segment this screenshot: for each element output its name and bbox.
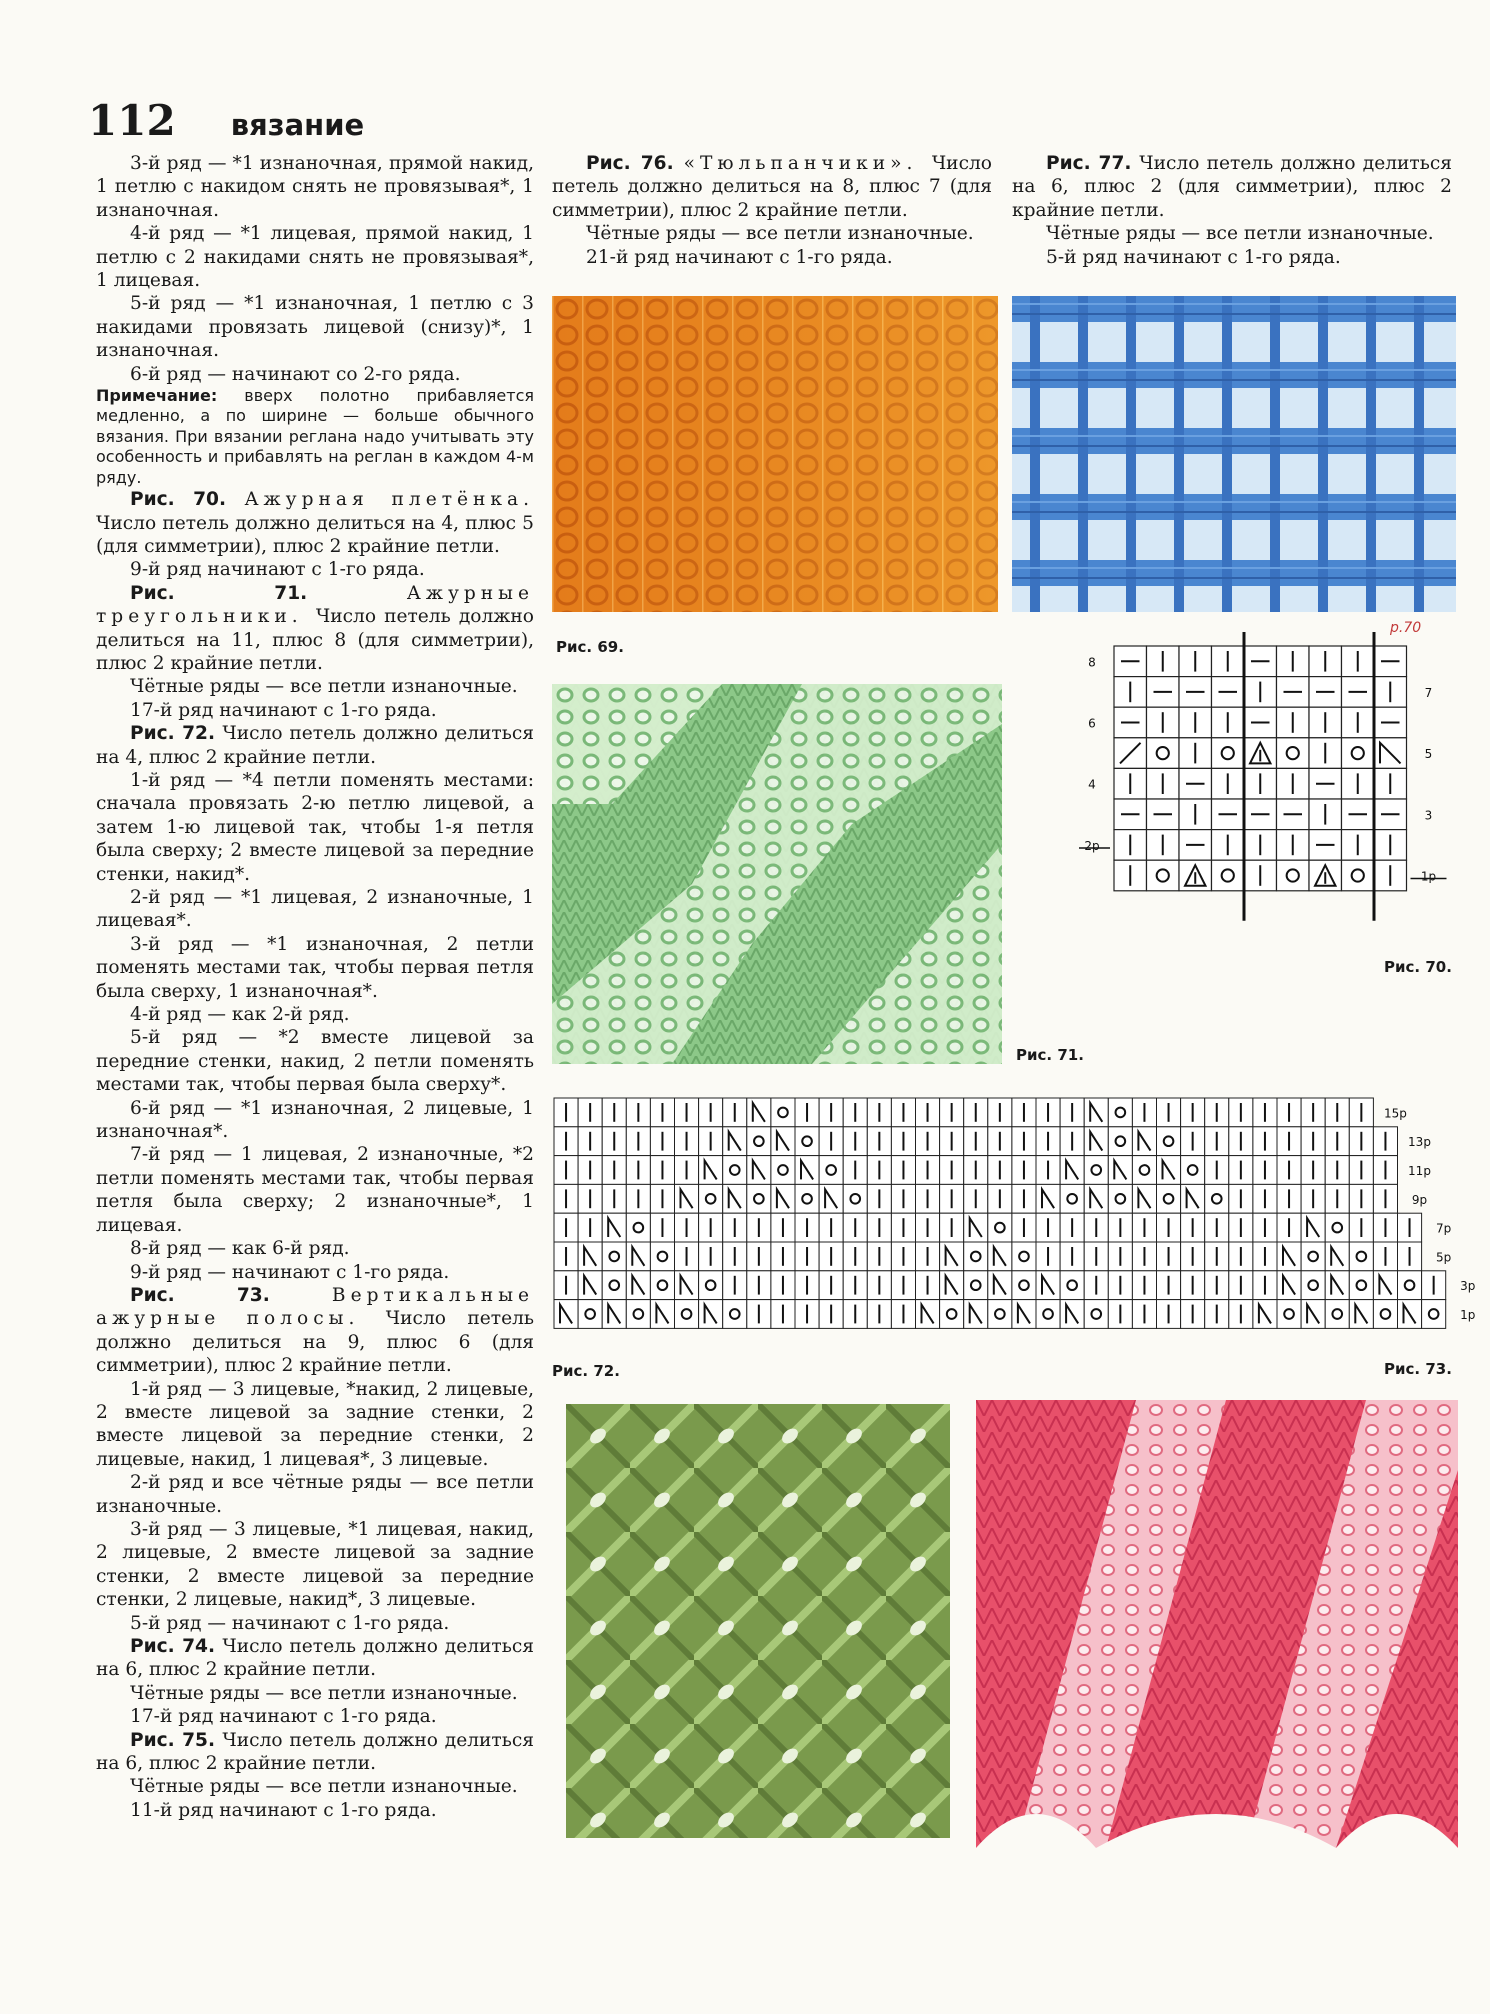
- instruction-paragraph: 8-й ряд — как 6-й ряд.: [130, 1238, 350, 1260]
- row-label-left: 2р: [1084, 838, 1100, 853]
- figure-text: Число петель должно делиться на 9, плюс 6 (для симметрии), плюс 2 крайние петли.: [96, 1308, 535, 1377]
- chart-cell: [1147, 738, 1180, 769]
- chart-cell: [675, 1300, 699, 1329]
- chart-cell: [602, 1271, 626, 1300]
- note-paragraph: [96, 386, 534, 488]
- figure-title: Ажурные треугольники.: [96, 582, 534, 628]
- chart-cell: [988, 1213, 1012, 1242]
- chart-cell: [1084, 1300, 1108, 1329]
- chart-cell: [1301, 1271, 1325, 1300]
- row-label-right: 11р: [1408, 1164, 1431, 1178]
- figure-description: [552, 152, 992, 222]
- chart-cell: [1349, 1242, 1373, 1271]
- chart-cell: [1157, 1184, 1181, 1213]
- chart-cell: [964, 1271, 988, 1300]
- row-label-right: 3р: [1460, 1279, 1476, 1294]
- chart-cell: [1398, 1271, 1422, 1300]
- instruction-paragraph: 7-й ряд — 1 лицевая, 2 изнаночные, *2 петли поменять местами так, чтобы первая петля была сверху; 2 изнаночные*, 1 лицевая.: [96, 1144, 534, 1236]
- instruction-paragraph: 9-й ряд — начинают с 1-го ряда.: [130, 1261, 450, 1283]
- chart-cell: [1325, 1213, 1349, 1242]
- chart-cell: [1277, 1300, 1301, 1329]
- row-label-left: 8: [1088, 655, 1096, 670]
- figure-title: Ажурная плетёнка.: [244, 489, 534, 511]
- instruction-paragraph: 4-й ряд — как 2-й ряд.: [130, 1004, 350, 1026]
- instruction-paragraph: Чётные ряды — все петли изнаночные.: [1046, 223, 1434, 245]
- chart-cell: [1108, 1098, 1132, 1127]
- page-header: [88, 96, 364, 145]
- fig76-text-column: [552, 152, 992, 269]
- instruction-paragraph: 3-й ряд — *1 изнаночная, прямой накид, 1 петлю с накидом снять не провязывая*, 1 изнаночная.: [96, 153, 534, 221]
- chart-cell: [723, 1300, 747, 1329]
- instruction-paragraph: Чётные ряды — все петли изнаночные.: [130, 1682, 518, 1704]
- row-label-right: 5: [1424, 747, 1433, 762]
- chart-cell: [1060, 1184, 1084, 1213]
- row-label-left: 6: [1088, 716, 1096, 731]
- chart-cell: [1108, 1127, 1132, 1156]
- instruction-paragraph: 1-й ряд — *4 петли поменять местами: сначала провязать 2-ю петлю лицевой, а затем 1-ю лицевой так, чтобы 1-я петля была сверху; 2 вместе лицевой за передние стенки, накид*.: [96, 769, 534, 885]
- chart-cell: [650, 1242, 674, 1271]
- instruction-paragraph: 5-й ряд начинают с 1-го ряда.: [1046, 246, 1341, 268]
- caption-fig73: Рис. 73.: [1384, 1360, 1452, 1378]
- figure-label: Рис. 76.: [586, 153, 684, 174]
- chart-cell: [795, 1184, 819, 1213]
- instruction-paragraph: 5-й ряд — *2 вместе лицевой за передние стенки, накид, 2 петли поменять местами так, чтобы первая была сверху*.: [96, 1027, 534, 1096]
- row-label-right: 7р: [1435, 1221, 1452, 1236]
- chart-cell: [1212, 738, 1245, 769]
- chart-cell: [843, 1184, 867, 1213]
- chart-cell: [578, 1300, 602, 1329]
- fig70-stitch-chart: [1064, 636, 1474, 936]
- row-label-right: 7: [1424, 685, 1433, 700]
- chart-cell: [964, 1242, 988, 1271]
- chart-cell: [1325, 1300, 1349, 1329]
- caption-fig70: Рис. 70.: [1384, 958, 1452, 976]
- row-label-right: 9р: [1411, 1192, 1428, 1207]
- chart-cell: [747, 1127, 771, 1156]
- chart-cell: [1212, 860, 1245, 891]
- figure-description: [96, 582, 534, 676]
- instruction-paragraph: 4-й ряд — *1 лицевая, прямой накид, 1 петлю с 2 накидами снять не провязывая*, 1 лицевая.: [96, 223, 534, 292]
- chart-cell: [1084, 1156, 1108, 1185]
- chart-cell: [1277, 738, 1310, 769]
- chart-cell: [1132, 1156, 1156, 1185]
- instruction-paragraph: 2-й ряд — *1 лицевая, 2 изнаночные, 1 лицевая*.: [96, 887, 534, 932]
- figure-text: Число петель должно делиться на 4, плюс 2 крайние петли.: [96, 723, 534, 768]
- figure-label: Рис. 75.: [130, 1729, 223, 1751]
- chart-cell: [626, 1300, 650, 1329]
- chart-cell: [650, 1271, 674, 1300]
- row-label-right: 15р: [1383, 1106, 1407, 1121]
- caption-fig69: Рис. 69.: [556, 638, 624, 656]
- figure-label: Рис. 77.: [1046, 153, 1140, 174]
- chart-cell: [747, 1184, 771, 1213]
- instruction-paragraph: 21-й ряд начинают с 1-го ряда.: [586, 246, 893, 268]
- instruction-paragraph: 5-й ряд — *1 изнаночная, 1 петлю с 3 накидами провязать лицевой (снизу)*, 1 изнаночная.: [96, 293, 534, 362]
- instruction-paragraph: Чётные ряды — все петли изнаночные.: [586, 223, 974, 245]
- figure-label: Рис. 73.: [130, 1284, 332, 1306]
- page-number: 112: [88, 96, 176, 145]
- chart-cell: [1060, 1271, 1084, 1300]
- figure-title: Вертикальные ажурные полосы.: [96, 1284, 534, 1330]
- row-label-right: 1р: [1420, 869, 1437, 884]
- figure-text: Число петель должно делиться на 6, плюс 2 крайние петли.: [96, 1729, 534, 1775]
- figure-description: [96, 1729, 534, 1776]
- chart-cell: [819, 1156, 843, 1185]
- instruction-paragraph: Чётные ряды — все петли изнаночные.: [130, 1776, 518, 1798]
- chart-cell: [1373, 1300, 1397, 1329]
- fig69-knit-swatch: [552, 296, 998, 612]
- chart-cell: [1036, 1300, 1060, 1329]
- chart-cell: [699, 1271, 723, 1300]
- row-label-right: 3: [1424, 808, 1433, 823]
- chart-cell: [602, 1242, 626, 1271]
- chart-cell: [1205, 1184, 1229, 1213]
- chart-cell: [940, 1300, 964, 1329]
- chart-cell: [1181, 1156, 1205, 1185]
- instruction-paragraph: 6-й ряд — *1 изнаночная, 2 лицевые, 1 изнаночная*.: [96, 1097, 534, 1143]
- chart-cell: [771, 1098, 795, 1127]
- figure-title: «Тюльпанчики».: [683, 153, 932, 174]
- instruction-paragraph: 3-й ряд — 3 лицевые, *1 лицевая, накид, 2 лицевые, 2 вместе лицевой за задние стенки, 2 вместе лицевой за передние стенки, 2 лицевые, накид*, 3 лицевые.: [96, 1518, 534, 1611]
- chart-cell: [626, 1213, 650, 1242]
- figure-description: [1012, 152, 1452, 222]
- chart-cell: [1108, 1184, 1132, 1213]
- chart-cell: [1342, 738, 1375, 769]
- fig73-stitch-chart: [552, 1096, 1476, 1332]
- chart-cell: [1301, 1242, 1325, 1271]
- instruction-paragraph: 1-й ряд — 3 лицевые, *накид, 2 лицевые, 2 вместе лицевой за задние стенки, 2 вместе лицевой за передние стенки, 2 лицевые, накид, 1 лицевая*, 3 лицевые.: [96, 1378, 534, 1470]
- caption-fig71: Рис. 71.: [1016, 1046, 1084, 1064]
- chart-cell: [988, 1300, 1012, 1329]
- chart-cell: [1422, 1300, 1446, 1329]
- fig77-text-column: [1012, 152, 1452, 269]
- figure-label: Рис. 71.: [130, 582, 407, 604]
- instruction-paragraph: 2-й ряд и все чётные ряды — все петли изнаночные.: [96, 1472, 534, 1517]
- instruction-paragraph: Чётные ряды — все петли изнаночные.: [130, 676, 518, 698]
- figure-label: Рис. 70.: [130, 489, 245, 511]
- fig71-knit-swatch: [552, 684, 1002, 1064]
- chart-cell: [723, 1156, 747, 1185]
- left-text-column: [96, 152, 534, 1822]
- instruction-paragraph: 9-й ряд начинают с 1-го ряда.: [130, 559, 425, 581]
- instruction-paragraph: 3-й ряд — *1 изнаночная, 2 петли поменять местами так, чтобы первая петля была сверху, 1 изнаночная*.: [96, 933, 534, 1002]
- figure-label: Рис. 72.: [130, 723, 223, 745]
- instruction-paragraph: 17-й ряд начинают с 1-го ряда.: [130, 1706, 437, 1728]
- figure-text: Число петель должно делиться на 4, плюс 5 (для симметрии), плюс 2 крайние петли.: [96, 512, 534, 557]
- row-label-right: 1р: [1460, 1308, 1476, 1322]
- figure-text: Число петель должно делиться на 6, плюс 2 (для симметрии), плюс 2 крайние петли.: [1012, 153, 1452, 221]
- fig70-knit-swatch: [1012, 296, 1456, 612]
- figure-text: Число петель должно делиться на 6, плюс 2 крайние петли.: [96, 1636, 534, 1681]
- instruction-paragraph: 11-й ряд начинают с 1-го ряда.: [130, 1799, 437, 1821]
- fig73-knit-swatch: [976, 1400, 1458, 1848]
- chart-cell: [1349, 1271, 1373, 1300]
- chart-cell: [1012, 1242, 1036, 1271]
- row-label-right: 5р: [1435, 1250, 1452, 1265]
- chart-cell: [771, 1156, 795, 1185]
- caption-fig72: Рис. 72.: [552, 1362, 620, 1380]
- chart-cell: [795, 1127, 819, 1156]
- figure-description: [96, 722, 534, 769]
- figure-label: Рис. 74.: [130, 1636, 223, 1657]
- row-label-left: 4: [1088, 777, 1096, 792]
- instruction-paragraph: 17-й ряд начинают с 1-го ряда.: [130, 699, 437, 721]
- chart-cell: [1012, 1271, 1036, 1300]
- chart-cell: [699, 1184, 723, 1213]
- figure-text: Число петель должно делиться на 11, плюс 8 (для симметрии), плюс 2 крайние петли.: [96, 606, 534, 674]
- fig72-knit-swatch: [566, 1404, 950, 1838]
- row-label-right: 13р: [1408, 1135, 1431, 1150]
- figure-description: [96, 1284, 534, 1378]
- instruction-paragraph: 5-й ряд — начинают с 1-го ряда.: [130, 1612, 450, 1634]
- chart-cell: [1277, 860, 1310, 891]
- chart-cell: [1147, 860, 1180, 891]
- handwritten-note: р.70: [1390, 620, 1422, 636]
- figure-description: [96, 488, 534, 558]
- figure-description: [96, 1635, 534, 1682]
- chart-cell: [1342, 860, 1375, 891]
- instruction-paragraph: 6-й ряд — начинают со 2-го ряда.: [130, 363, 461, 385]
- note-text: вверх полотно прибавляется медленно, а по ширине — больше обычного вязания. При вязании реглана надо учитывать эту особенность и прибавлять на реглан в каждом 4-м ряду.: [96, 386, 534, 487]
- figure-text: Число петель должно делиться на 8, плюс 7 (для симметрии), плюс 2 крайние петли.: [552, 153, 992, 221]
- section-title: вязание: [230, 108, 365, 142]
- chart-cell: [1157, 1127, 1181, 1156]
- note-label: Примечание:: [96, 386, 218, 406]
